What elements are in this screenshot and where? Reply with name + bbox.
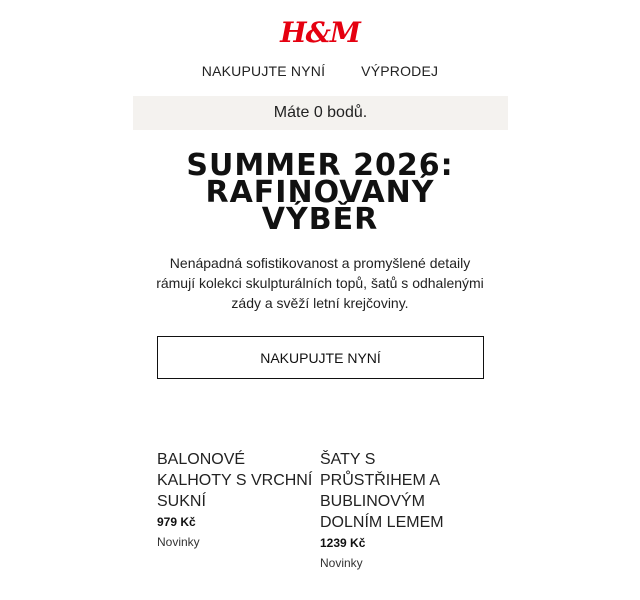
headline-line-1: SUMMER 2026:	[186, 148, 454, 183]
points-text: Máte 0 bodů.	[273, 104, 368, 121]
headline-line-2: RAFINOVANÝ	[205, 175, 435, 210]
nav-sale[interactable]: VÝPRODEJ	[361, 63, 439, 79]
product-tag: Novinky	[157, 535, 200, 549]
product-title[interactable]: ŠATY S PRŮSTŘIHEM A BUBLINOVÝM DOLNÍM LEMEM	[320, 451, 444, 531]
shop-now-button[interactable]	[157, 336, 484, 379]
hm-logo[interactable]: H&M	[280, 16, 360, 49]
product-price: 1239 Kč	[320, 536, 366, 550]
points-banner	[133, 96, 508, 130]
top-nav	[0, 63, 640, 79]
shop-now-label: NAKUPUJTE NYNÍ	[260, 349, 381, 366]
hero-description: Nenápadná sofistikovanost a promyšlené detaily rámují kolekci skulpturálních topů, šatů s odhalenými zády a svěží letní krejčoviny.	[156, 255, 484, 311]
product-title[interactable]: BALONOVÉ KALHOTY S VRCHNÍ SUKNÍ	[157, 451, 313, 510]
hero-headline	[0, 148, 640, 237]
nav-shop-now[interactable]: NAKUPUJTE NYNÍ	[201, 63, 326, 79]
product-card[interactable]	[320, 449, 482, 572]
headline-line-3: VÝBĚR	[261, 202, 379, 237]
product-card[interactable]	[157, 449, 319, 551]
product-price: 979 Kč	[157, 515, 196, 529]
product-tag: Novinky	[320, 556, 363, 570]
